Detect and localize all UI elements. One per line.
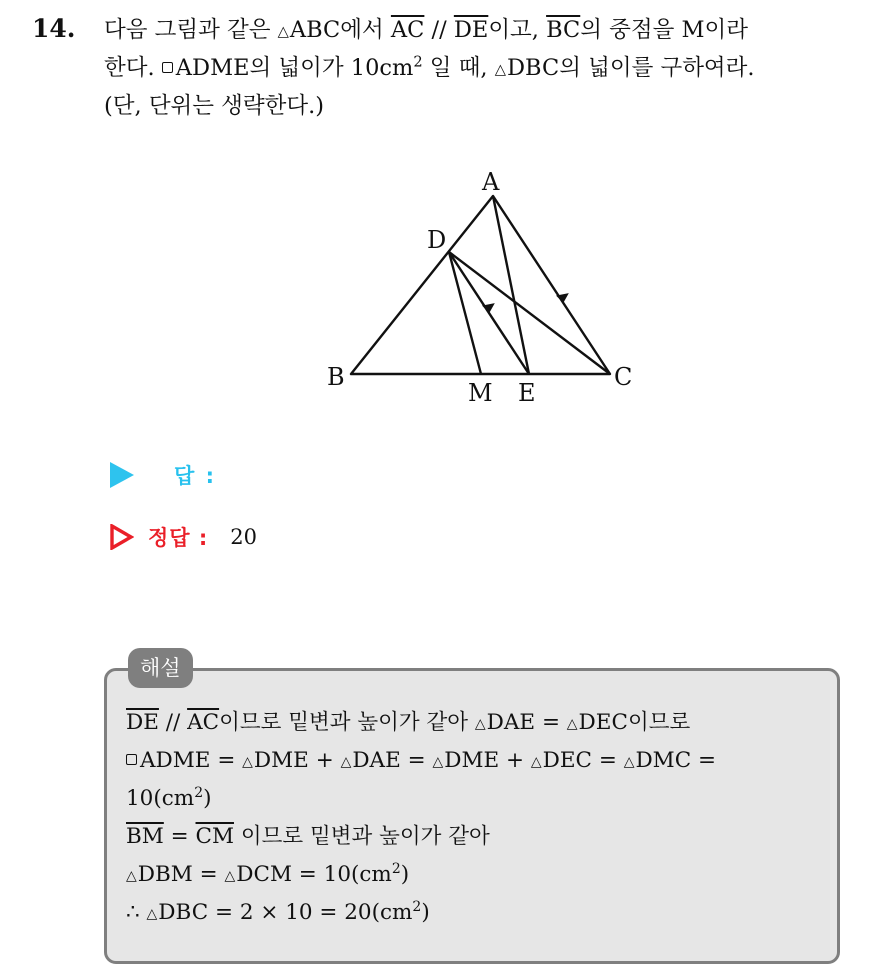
solution-line-1: $\overline{DE} // \overline{AC}$이므로 밑변과 높이가 같아 △DAE = △DEC이므로 — [126, 710, 691, 735]
label-b: B — [327, 363, 345, 391]
solution-line-4: $\overline{BM} = \overline{CM}$ 이므로 밑변과 높이가 같아 — [126, 824, 490, 849]
correct-answer-arrow-icon — [110, 524, 134, 550]
triangle-symbol: △ — [494, 61, 506, 78]
segment-de: $\overline{DE}$ — [453, 17, 489, 43]
label-m: M — [468, 379, 493, 407]
triangle-figure — [316, 162, 656, 412]
answer-arrow-icon — [110, 462, 134, 488]
label-d: D — [427, 226, 447, 254]
question-line-1: 다음 그림과 같은 △ABC에서 $\overline{AC} // \overline{DE}$이고, $\overline{BC}$의 중점을 M이라 — [104, 17, 749, 43]
solution-tag: 해설 — [128, 648, 193, 688]
segment-bc: $\overline{BC}$ — [546, 17, 581, 43]
correct-answer-label: 정답 : — [148, 526, 209, 550]
solution-text — [126, 704, 716, 932]
correct-answer-value: 20 — [230, 525, 258, 549]
segment-dc — [449, 252, 610, 374]
label-c: C — [614, 363, 633, 391]
label-a: A — [482, 168, 500, 196]
correct-answer-row — [110, 522, 257, 552]
solution-line-3: $10(cm^2)$ — [126, 784, 212, 811]
segment-ac: $\overline{AC}$ — [390, 17, 425, 43]
solution-line-5: △DBM = △DCM = $10(cm^2)$ — [126, 860, 410, 887]
question-line-3: (단, 단위는 생략한다.) — [104, 93, 325, 119]
answer-label: 답 : — [174, 464, 216, 488]
solution-line-6: ∴ △DBC = $2 \times 10 = 20(cm^2)$ — [126, 898, 430, 925]
triangle-symbol: △ — [277, 23, 289, 40]
question-text — [104, 12, 869, 125]
solution-line-2: ADME = △DME + △DAE = △DME + △DEC = △DMC = — [126, 742, 716, 780]
answer-row — [110, 460, 216, 490]
question-line-2: 한다. ADME의 넓이가 $10cm^2$ 일 때, △DBC의 넓이를 구하여라. — [104, 53, 755, 81]
label-e: E — [518, 379, 536, 407]
triangle-abc — [351, 196, 610, 374]
parallel-arrow-de — [482, 299, 498, 314]
question-number: 14. — [32, 14, 76, 43]
parallel-arrow-ac — [556, 289, 572, 304]
quadrilateral-symbol — [162, 62, 173, 73]
segment-dm — [449, 252, 481, 374]
